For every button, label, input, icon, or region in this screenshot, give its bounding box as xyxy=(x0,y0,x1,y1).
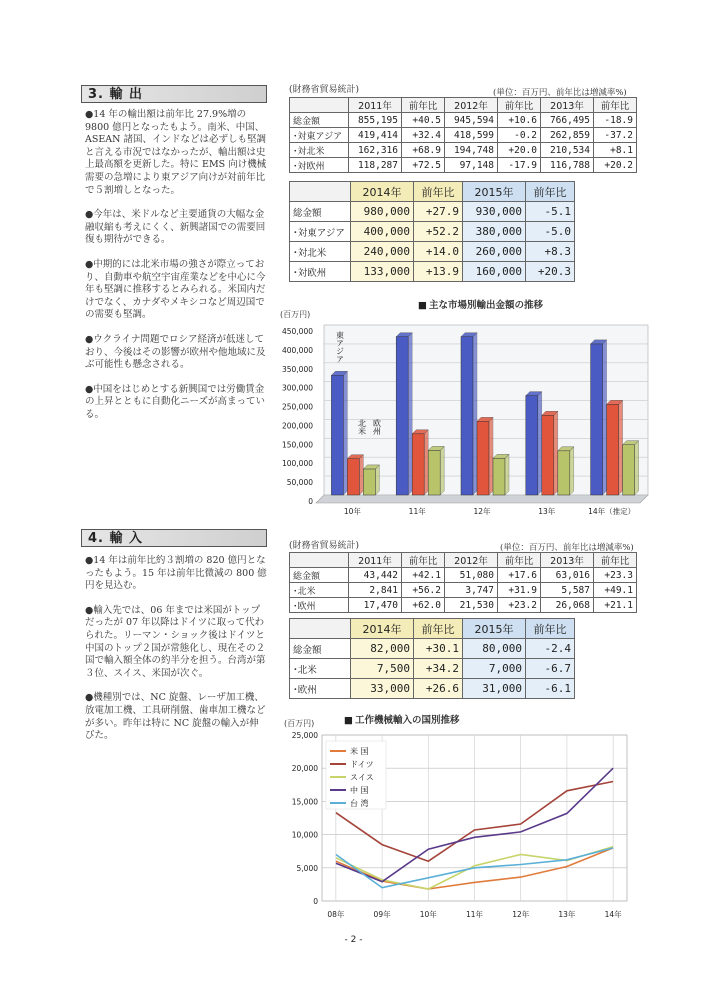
cell: -0.2 xyxy=(498,128,541,143)
row-label: 総金額 xyxy=(290,113,349,128)
header-cell: 2015年 xyxy=(463,619,526,639)
row-label: ･対欧州 xyxy=(290,262,351,282)
export-paragraph: ●ウクライナ問題でロシア経済が低迷しており、今後はその影響が欧州や他地域に及ぶ可能性も懸念される。 xyxy=(85,333,266,371)
cell: 43,442 xyxy=(349,568,402,583)
y-tick-label: 15,000 xyxy=(291,797,318,807)
cell: +32.4 xyxy=(402,128,445,143)
row-label: ･対東アジア xyxy=(290,128,349,143)
export-bar-chart xyxy=(280,307,660,517)
table-row xyxy=(290,242,575,262)
bar-side xyxy=(440,446,444,495)
bar xyxy=(558,451,570,495)
table-row xyxy=(290,598,637,613)
cell: +30.1 xyxy=(414,639,463,659)
y-tick-label: 200,000 xyxy=(281,421,313,431)
bar xyxy=(461,337,473,495)
bar-side xyxy=(554,411,558,495)
header-cell: 前年比 xyxy=(526,182,575,202)
table-row xyxy=(290,202,575,222)
cell: +13.9 xyxy=(414,262,463,282)
bar xyxy=(412,434,424,495)
table-row xyxy=(290,158,637,173)
export-table-2014-2015 xyxy=(289,181,575,282)
header-cell: 2014年 xyxy=(351,619,414,639)
cell: +8.1 xyxy=(594,143,637,158)
cell: +27.9 xyxy=(414,202,463,222)
cell: +26.6 xyxy=(414,679,463,699)
cell: +17.6 xyxy=(498,568,541,583)
bar xyxy=(396,337,408,495)
section-heading-import: 4. 輸 入 xyxy=(81,529,267,547)
header-cell: 2014年 xyxy=(351,182,414,202)
table-row xyxy=(290,659,575,679)
cell: 33,000 xyxy=(351,679,414,699)
cell: 162,316 xyxy=(349,143,402,158)
table-row xyxy=(290,113,637,128)
header-cell: 2012年 xyxy=(445,98,498,113)
cell: +68.9 xyxy=(402,143,445,158)
header-cell: 前年比 xyxy=(414,182,463,202)
cell: 930,000 xyxy=(463,202,526,222)
bar-side xyxy=(505,454,509,495)
cell: 980,000 xyxy=(351,202,414,222)
bar-side xyxy=(375,465,379,495)
import-unit: (単位：百万円、前年比は増減率%) xyxy=(500,543,634,553)
page-number: - 2 - xyxy=(344,935,363,945)
cell: 945,594 xyxy=(445,113,498,128)
cell: +42.1 xyxy=(402,568,445,583)
header-cell: 2011年 xyxy=(349,553,402,568)
y-tick-label: 400,000 xyxy=(281,345,313,355)
cell: 400,000 xyxy=(351,222,414,242)
bar-side xyxy=(635,441,639,495)
bar xyxy=(363,469,375,495)
row-label: ･北米 xyxy=(290,659,351,679)
x-tick-label: 10年 xyxy=(343,507,361,516)
bar xyxy=(331,375,343,495)
bar xyxy=(428,450,440,495)
row-label: 総金額 xyxy=(290,639,351,659)
cell: +62.0 xyxy=(402,598,445,613)
cell: 21,530 xyxy=(445,598,498,613)
table-row xyxy=(290,143,637,158)
bar xyxy=(623,445,635,495)
cell: 160,000 xyxy=(463,262,526,282)
bar-side xyxy=(570,447,574,495)
import-body xyxy=(85,555,268,755)
export-source: (財務省貿易統計) xyxy=(289,85,360,95)
cell: 380,000 xyxy=(463,222,526,242)
cell: 260,000 xyxy=(463,242,526,262)
cell: +23.2 xyxy=(498,598,541,613)
table-row xyxy=(290,222,575,242)
cell: 31,000 xyxy=(463,679,526,699)
header-cell xyxy=(290,553,349,568)
export-paragraph: ●14 年の輸出額は前年比 27.9%増の 9800 億円となったもよう。南米、中国、ASEAN 諸国、インドなどは必ずしも堅調と言える市況ではなかったが、輸出額は史上最高額を更新した。特に EMS 向け機械需要の急増により東アジア向けが対前年比で５割増しとなった。 xyxy=(85,109,267,196)
x-tick-label: 11年 xyxy=(408,507,426,516)
cell: +31.9 xyxy=(498,583,541,598)
bar-side xyxy=(473,333,477,495)
bar-side xyxy=(619,400,623,495)
cell: +20.3 xyxy=(526,262,575,282)
cell: -2.4 xyxy=(526,639,575,659)
header-cell: 前年比 xyxy=(402,98,445,113)
x-tick-label: 10年 xyxy=(419,910,437,919)
y-tick-label: 20,000 xyxy=(291,764,318,774)
bar xyxy=(477,421,489,495)
y-axis-label: (百万円) xyxy=(280,310,311,319)
table-row xyxy=(290,262,575,282)
x-tick-label: 08年 xyxy=(327,910,345,919)
header-cell: 2013年 xyxy=(541,98,594,113)
cell: +49.1 xyxy=(594,583,637,598)
cell: +10.6 xyxy=(498,113,541,128)
bar xyxy=(493,458,505,495)
header-cell: 前年比 xyxy=(402,553,445,568)
bar xyxy=(542,415,554,495)
cell: +8.3 xyxy=(526,242,575,262)
cell: 51,080 xyxy=(445,568,498,583)
section-heading-export: 3. 輸 出 xyxy=(81,85,267,103)
cell: +34.2 xyxy=(414,659,463,679)
series-label: 欧州 xyxy=(372,419,382,435)
cell: -5.1 xyxy=(526,202,575,222)
cell: +72.5 xyxy=(402,158,445,173)
cell: 82,000 xyxy=(351,639,414,659)
table-row xyxy=(290,583,637,598)
y-tick-label: 10,000 xyxy=(291,830,318,840)
import-chart-title: ■ 工作機械輸入の国別推移 xyxy=(344,712,460,726)
cell: 418,599 xyxy=(445,128,498,143)
plot-floor xyxy=(316,495,648,503)
x-tick-label: 13年 xyxy=(558,910,576,919)
cell: 118,287 xyxy=(349,158,402,173)
cell: 240,000 xyxy=(351,242,414,262)
bar-side xyxy=(424,430,428,495)
header-cell: 2015年 xyxy=(463,182,526,202)
bar xyxy=(526,396,538,495)
bar xyxy=(607,404,619,495)
x-tick-label: 09年 xyxy=(373,910,391,919)
bar-side xyxy=(408,333,412,495)
table-header-row xyxy=(290,182,575,202)
x-tick-label: 14年（推定） xyxy=(588,507,636,516)
cell: -5.0 xyxy=(526,222,575,242)
row-label: 総金額 xyxy=(290,568,349,583)
bar xyxy=(591,344,603,495)
y-tick-label: 450,000 xyxy=(281,327,313,336)
cell: 855,195 xyxy=(349,113,402,128)
legend-label: ドイツ xyxy=(350,760,374,769)
y-tick-label: 25,000 xyxy=(291,731,318,740)
table-header-row xyxy=(290,553,637,568)
import-table-2014-2015 xyxy=(289,618,575,699)
cell: 26,068 xyxy=(541,598,594,613)
y-axis-label: (百万円) xyxy=(284,719,315,728)
header-cell xyxy=(290,619,351,639)
table-row xyxy=(290,679,575,699)
header-cell xyxy=(290,98,349,113)
table-row xyxy=(290,128,637,143)
y-tick-label: 0 xyxy=(308,497,313,506)
cell: +40.5 xyxy=(402,113,445,128)
export-paragraph: ●中国をはじめとする新興国では労働賃金の上昇とともに自動化ニーズが高まっている。 xyxy=(85,383,266,420)
cell: +21.1 xyxy=(594,598,637,613)
import-line-chart xyxy=(282,718,632,923)
bar-side xyxy=(343,371,347,495)
cell: -18.9 xyxy=(594,113,637,128)
y-tick-label: 250,000 xyxy=(281,402,313,412)
legend-label: 米 国 xyxy=(350,747,369,756)
cell: -17.9 xyxy=(498,158,541,173)
cell: 194,748 xyxy=(445,143,498,158)
row-label: ･欧州 xyxy=(290,679,351,699)
y-tick-label: 100,000 xyxy=(281,459,313,469)
header-cell: 2012年 xyxy=(445,553,498,568)
cell: -37.2 xyxy=(594,128,637,143)
header-cell: 前年比 xyxy=(414,619,463,639)
header-cell: 2013年 xyxy=(541,553,594,568)
header-cell: 2011年 xyxy=(349,98,402,113)
import-table-2011-2013 xyxy=(289,552,637,613)
row-label: ･対北米 xyxy=(290,143,349,158)
cell: 766,495 xyxy=(541,113,594,128)
cell: +20.2 xyxy=(594,158,637,173)
cell: 97,148 xyxy=(445,158,498,173)
cell: 116,788 xyxy=(541,158,594,173)
cell: 7,500 xyxy=(351,659,414,679)
row-label: ･対東アジア xyxy=(290,222,351,242)
x-tick-label: 13年 xyxy=(538,507,556,516)
export-paragraph: ●中期的には北米市場の強さが際立っており、自動車や航空宇宙産業などを中心に今年も堅調に推移するとみられる。米国内だけでなく、カナダやメキシコなど周辺国での需要も堅調。 xyxy=(85,258,266,321)
y-tick-label: 0 xyxy=(313,897,318,906)
cell: 419,414 xyxy=(349,128,402,143)
cell: 262,859 xyxy=(541,128,594,143)
row-label: ･対欧州 xyxy=(290,158,349,173)
export-chart-title: ■ 主な市場別輸出金額の推移 xyxy=(418,297,543,311)
cell: 5,587 xyxy=(541,583,594,598)
header-cell: 前年比 xyxy=(526,619,575,639)
bar-side xyxy=(489,417,493,495)
cell: +56.2 xyxy=(402,583,445,598)
import-source: (財務省貿易統計) xyxy=(289,541,360,551)
series-label: 北米 xyxy=(357,419,367,435)
x-tick-label: 14年 xyxy=(604,910,622,919)
cell: -6.7 xyxy=(526,659,575,679)
bar xyxy=(347,459,359,495)
cell: 3,747 xyxy=(445,583,498,598)
cell: -6.1 xyxy=(526,679,575,699)
header-cell: 前年比 xyxy=(498,98,541,113)
cell: 17,470 xyxy=(349,598,402,613)
header-cell: 前年比 xyxy=(594,98,637,113)
x-tick-label: 11年 xyxy=(465,910,484,919)
import-paragraph: ●機種別では、NC 旋盤、レーザ加工機、放電加工機、工具研削盤、歯車加工機などが多い。昨年は特に NC 旋盤の輸入が伸びた。 xyxy=(85,692,266,742)
series-label: 東アジア xyxy=(335,331,345,363)
cell: 7,000 xyxy=(463,659,526,679)
table-row xyxy=(290,568,637,583)
row-label: 総金額 xyxy=(290,202,351,222)
cell: 133,000 xyxy=(351,262,414,282)
y-tick-label: 300,000 xyxy=(281,383,313,393)
cell: +20.0 xyxy=(498,143,541,158)
x-tick-label: 12年 xyxy=(512,910,530,919)
export-table-2011-2013 xyxy=(289,97,637,173)
row-label: ･北米 xyxy=(290,583,349,598)
x-tick-label: 12年 xyxy=(473,507,491,516)
cell: 63,016 xyxy=(541,568,594,583)
header-cell: 前年比 xyxy=(498,553,541,568)
bar-side xyxy=(359,455,363,495)
row-label: ･対北米 xyxy=(290,242,351,262)
table-row xyxy=(290,639,575,659)
legend-label: 台 湾 xyxy=(350,799,369,808)
legend-label: スイス xyxy=(350,773,374,782)
cell: +52.2 xyxy=(414,222,463,242)
y-tick-label: 5,000 xyxy=(296,863,318,873)
cell: 210,534 xyxy=(541,143,594,158)
export-unit: (単位：百万円、前年比は増減率%) xyxy=(493,88,627,98)
table-header-row xyxy=(290,619,575,639)
row-label: ･欧州 xyxy=(290,598,349,613)
import-paragraph: ●14 年は前年比約３割増の 820 億円となったもよう。15 年は前年比微減の 800 億円を見込む。 xyxy=(85,555,267,592)
export-paragraph: ●今年は、米ドルなど主要通貨の大幅な金融収縮も考えにくく、新興諸国での需要回復も期待ができる。 xyxy=(85,209,266,246)
bar-side xyxy=(603,340,607,495)
table-header-row xyxy=(290,98,637,113)
legend-label: 中 国 xyxy=(350,786,369,795)
cell: 80,000 xyxy=(463,639,526,659)
export-body xyxy=(85,109,268,433)
y-tick-label: 350,000 xyxy=(281,364,313,374)
y-tick-label: 50,000 xyxy=(286,478,313,488)
cell: 2,841 xyxy=(349,583,402,598)
import-paragraph: ●輸入先では、06 年までは米国がトップだったが 07 年以降はドイツに取って代わられた。リーマン・ショック後はドイツと中国のトップ２国が常態化し、現在その２国で輸入額全体の約半分を担う。台湾が第３位、スイス、米国が次ぐ。 xyxy=(85,604,266,679)
header-cell: 前年比 xyxy=(594,553,637,568)
cell: +23.3 xyxy=(594,568,637,583)
y-tick-label: 150,000 xyxy=(281,440,313,450)
bar-side xyxy=(538,392,542,495)
cell: +14.0 xyxy=(414,242,463,262)
header-cell xyxy=(290,182,351,202)
